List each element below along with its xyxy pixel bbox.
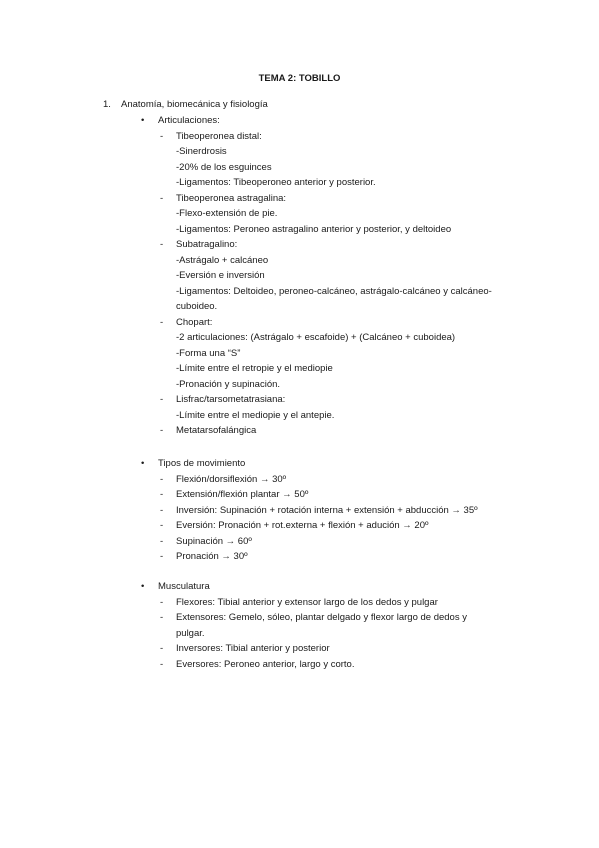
detail-line-text: pulgar. [176, 627, 205, 639]
dash-icon: - [160, 316, 164, 328]
dash-item-text: Eversión: Pronación + rot.externa + flexión + adución → 20º [176, 520, 429, 531]
dash-item [0, 315, 599, 331]
detail-line-text: -Límite entre el mediopie y el antepie. [176, 409, 335, 421]
dash-item-text: Inversión: Supinación + rotación interna + extensión + abducción → 35º [176, 504, 478, 516]
dash-icon: - [160, 612, 164, 623]
detail-line-text: -Forma una “S” [176, 347, 241, 359]
detail-line-text: -Astrágalo + calcáneo [176, 254, 269, 266]
detail-line-text: -Pronación y supinación. [176, 378, 281, 390]
dash-icon: - [160, 520, 164, 531]
detail-line [0, 222, 599, 238]
dash-icon: - [160, 643, 164, 654]
detail-line-text: -20% de los esguinces [176, 161, 272, 173]
bullet-label: Musculatura [158, 581, 210, 592]
section-heading [103, 97, 268, 113]
detail-line [0, 626, 599, 642]
detail-line [0, 299, 599, 315]
dash-item [0, 392, 599, 408]
dash-item-text: Flexión/dorsiflexión → 30º [176, 473, 287, 485]
detail-line-text: -Límite entre el retropie y el mediopie [176, 363, 333, 374]
dash-item [0, 610, 599, 626]
dash-icon: - [160, 394, 164, 405]
section-number: 1. [103, 99, 111, 110]
dash-item [0, 518, 599, 534]
detail-line [0, 253, 599, 269]
detail-line-text: -Eversión e inversión [176, 270, 265, 281]
dash-item-text: Flexores: Tibial anterior y extensor largo de los dedos y pulgar [176, 596, 438, 608]
dash-item-text: Pronación → 30º [176, 551, 248, 562]
dash-icon: - [160, 239, 164, 250]
dash-item-text: Eversores: Peroneo anterior, largo y corto. [176, 658, 355, 670]
dash-icon: - [160, 192, 164, 204]
dash-icon: - [160, 596, 164, 608]
dash-item-text: Supinación → 60º [176, 535, 252, 547]
dash-icon: - [160, 504, 164, 516]
detail-line [0, 268, 599, 284]
detail-line [0, 361, 599, 377]
dash-item [0, 487, 599, 503]
bullet-row [0, 579, 599, 595]
dash-item-text: Inversores: Tibial anterior y posterior [176, 643, 330, 654]
dash-item-text: Metatarsofalángica [176, 425, 257, 436]
dash-item [0, 641, 599, 657]
dash-icon: - [160, 535, 164, 547]
articulaciones-section [0, 113, 599, 439]
dash-item-text: Extensión/flexión plantar → 50º [176, 489, 309, 500]
dash-item [0, 129, 599, 145]
dash-item [0, 191, 599, 207]
dash-item-text: Tibeoperonea astragalina: [176, 192, 287, 204]
bullet-label: Tipos de movimiento [158, 458, 246, 469]
dash-item-text: Chopart: [176, 316, 213, 328]
bullet-row [0, 113, 599, 129]
detail-line [0, 377, 599, 393]
section-label: Anatomía, biomecánica y fisiología [121, 99, 268, 110]
detail-line [0, 408, 599, 424]
dash-item-text: Tibeoperonea distal: [176, 130, 262, 142]
bullet-icon: • [141, 458, 145, 469]
document-title: TEMA 2: TOBILLO [258, 73, 341, 84]
dash-item [0, 472, 599, 488]
bullet-icon: • [141, 581, 145, 592]
dash-icon: - [160, 473, 164, 485]
detail-line-text: -Ligamentos: Deltoideo, peroneo-calcáneo, astrágalo-calcáneo y calcáneo- [176, 285, 492, 297]
detail-line [0, 144, 599, 160]
bullet-row [0, 456, 599, 472]
detail-line-text: cuboideo. [176, 301, 218, 312]
detail-line [0, 175, 599, 191]
dash-item-text: Lisfrac/tarsometatrasiana: [176, 394, 286, 405]
detail-line-text: -Flexo-extensión de pie. [176, 208, 278, 219]
dash-item [0, 423, 599, 439]
dash-icon: - [160, 130, 164, 142]
dash-item [0, 237, 599, 253]
dash-icon: - [160, 551, 164, 562]
bullet-icon: • [141, 115, 145, 126]
dash-icon: - [160, 489, 164, 500]
detail-line-text: -Ligamentos: Peroneo astragalino anterior y posterior, y deltoideo [176, 223, 452, 235]
detail-line [0, 284, 599, 300]
dash-icon: - [160, 658, 164, 670]
dash-item-text: Extensores: Gemelo, sóleo, plantar delgado y flexor largo de dedos y [176, 612, 467, 623]
dash-icon: - [160, 425, 164, 436]
detail-line [0, 160, 599, 176]
dash-item-text: Subatragalino: [176, 239, 238, 250]
detail-line [0, 206, 599, 222]
detail-line-text: -2 articulaciones: (Astrágalo + escafoide) + (Calcáneo + cuboidea) [176, 332, 456, 343]
movimiento-section [0, 456, 599, 565]
bullet-label: Articulaciones: [158, 115, 220, 126]
dash-item [0, 503, 599, 519]
detail-line-text: -Ligamentos: Tibeoperoneo anterior y posterior. [176, 177, 376, 188]
dash-item [0, 657, 599, 673]
detail-line-text: -Sinerdrosis [176, 146, 227, 157]
detail-line [0, 330, 599, 346]
detail-line [0, 346, 599, 362]
dash-item [0, 595, 599, 611]
dash-item [0, 549, 599, 565]
dash-item [0, 534, 599, 550]
musculatura-section [0, 579, 599, 672]
